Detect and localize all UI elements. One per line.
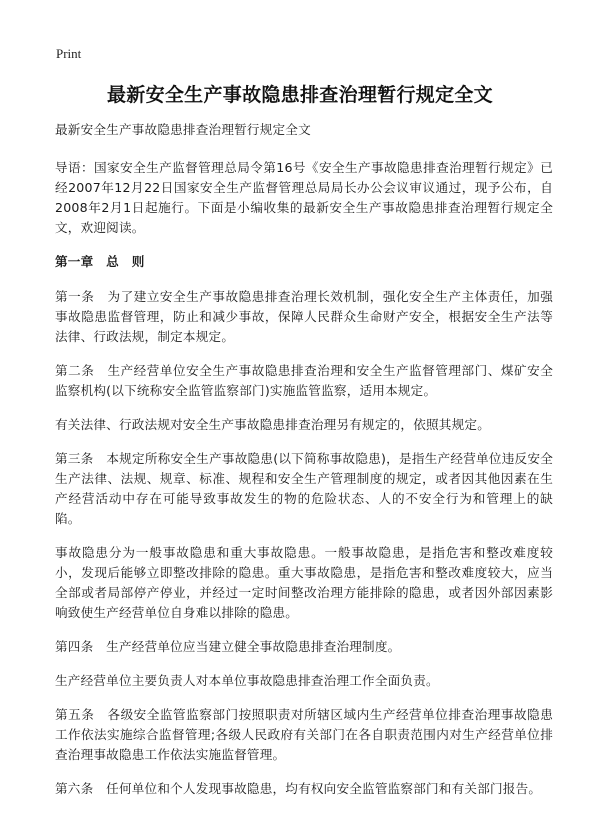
article-paragraph: 第一条 为了建立安全生产事故隐患排查治理长效机制，强化安全生产主体责任，加强事故隐患监督管理，防止和减少事故，保障人民群众生命财产安全，根据安全生产法等法律、行政法规，制定本规定。 (55, 289, 553, 344)
article-intro: 导语：国家安全生产监督管理总局令第16号《安全生产事故隐患排查治理暂行规定》已经2007年12月22日国家安全生产监督管理总局局长办公会议审议通过，现予公布，自2008年2月1日起施行。下面是小编收集的最新安全生产事故隐患排查治理暂行规定全文，欢迎阅读。 (55, 160, 553, 235)
article-paragraph: 第三条 本规定所称安全生产事故隐患(以下简称事故隐患)，是指生产经营单位违反安全生产法律、法规、规章、标准、规程和安全生产管理制度的规定，或者因其他因素在生产经营活动中存在可能导致事故发生的物的危险状态、人的不安全行为和管理上的缺陷。 (55, 451, 553, 526)
article-paragraph: 有关法律、行政法规对安全生产事故隐患排查治理另有规定的，依照其规定。 (55, 417, 490, 432)
article-body (55, 120, 553, 813)
article-subtitle: 最新安全生产事故隐患排查治理暂行规定全文 (55, 122, 311, 137)
page-title: 最新安全生产事故隐患排查治理暂行规定全文 (106, 84, 493, 106)
article-paragraph: 第四条 生产经营单位应当建立健全事故隐患排查治理制度。 (55, 639, 401, 654)
chapter-heading: 第一章 总 则 (55, 254, 145, 269)
article-paragraph: 事故隐患分为一般事故隐患和重大事故隐患。一般事故隐患，是指危害和整改难度较小，发现后能够立即整改排除的隐患。重大事故隐患，是指危害和整改难度较大，应当全部或者局部停产停业，并经过一定时间整改治理方能排除的隐患，或者因外部因素影响致使生产经营单位自身难以排除的隐患。 (55, 545, 553, 620)
print-link[interactable]: Print (56, 46, 82, 61)
article-paragraph: 第六条 任何单位和个人发现事故隐患，均有权向安全监管监察部门和有关部门报告。 (55, 781, 542, 796)
article-paragraph: 第二条 生产经营单位安全生产事故隐患排查治理和安全生产监督管理部门、煤矿安全监察机构(以下统称安全监管监察部门)实施监管监察，适用本规定。 (55, 363, 553, 398)
article-paragraph: 第五条 各级安全监管监察部门按照职责对所辖区域内生产经营单位排查治理事故隐患工作依法实施综合监督管理;各级人民政府有关部门在各自职责范围内对生产经营单位排查治理事故隐患工作依法实施监督管理。 (55, 707, 553, 762)
article-paragraph: 生产经营单位主要负责人对本单位事故隐患排查治理工作全面负责。 (55, 673, 439, 688)
